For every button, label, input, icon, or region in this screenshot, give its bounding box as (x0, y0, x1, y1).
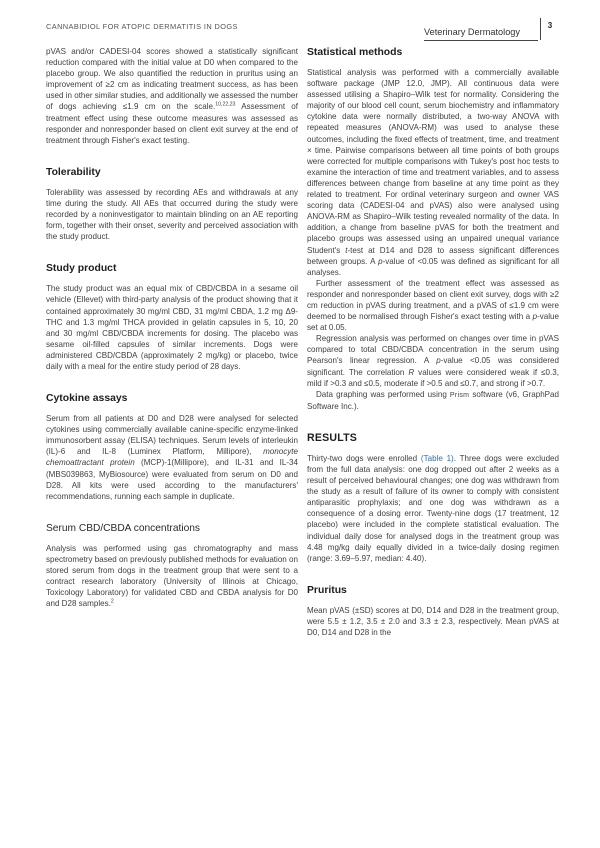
right-column (307, 46, 559, 638)
heading-tolerability: Tolerability (46, 166, 101, 178)
paragraph-outcome-measures: pVAS and/or CADESI-04 scores showed a statistically significant reduction compared with the initial value at D0 when compared to the placebo group. We also quantified the reduction in pruritus using an improvement of ≥2 cm as indicating treatment success, as has been used in other similar studies, and additionally we assessed the number of dogs achieving ≤1.9 cm on the scale.$^{10,22,23}$ Assessment of treatment effect using these outcome measures was assessed as responder and nonresponder based on client exit survey at the end of treatment through Fisher's exact testing. (46, 47, 298, 145)
heading-statistical-methods: Statistical methods (307, 47, 403, 58)
paragraph-statistical-methods: Statistical analysis was performed with a commercially available software package (JMP 12.0, JMP). All continuous data were assessed utilising a Shapiro–Wilk test for normality. Considering the majority of our blood cell count, serum biochemistry and inflammatory cytokine data were normally distributed, a two-way ANOVA with repeated measures (ANOVA-RM) was used to analyse these outcomes, including the fixed effects of treatment, time, and treatment × time. Pairwise comparisons between all time points of both groups were corrected for multiple comparisons with Tukey's post hoc tests to examine the interaction of time and treatment variables, and to assess differences between change from baseline at any time point as they related to treatment. For ordinal veterinary surgeon and owner VAS scoring data (CADESI-04 and pVAS) also were analysed using ANOVA-RM as Shapiro–Wilk testing revealed normality of the data. In addition, a change from baseline pVAS for both the treatment and placebo groups was assessed using an unpaired unequal variance Student's t-test at D14 and D28 to assess significant differences between groups. A p-value of <0.05 was defined as significant for all analyses. (307, 68, 559, 277)
paragraph-further-assessment: Further assessment of the treatment effect was assessed as responder and nonresponder based on client exit survey, dogs with ≥2 cm reduction in pVAS during treatment, and a pVAS of ≤1.9 cm were deemed to be normalised through Fisher's exact testing with a p-value set at 0.05. (307, 278, 559, 333)
citation: 2 (110, 598, 114, 605)
heading-study-product: Study product (46, 263, 117, 275)
paragraph-regression: Regression analysis was performed on changes over time in pVAS compared to total CBD/CBDA concentration in the serum using Pearson's linear regression. A p-value <0.05 was considered significant. The correlation R values were considered weak if ≤0.3, mild if >0.3 and ≤0.5, moderate if >0.5 and ≤0.7, and strong if >0.7. (307, 334, 559, 388)
citation: 10,22,23 (215, 101, 236, 108)
heading-results: RESULTS (307, 431, 358, 444)
page-number: 3 (547, 21, 553, 30)
heading-serum-concentrations: Serum CBD/CBDA concentrations (46, 522, 201, 534)
header-rule (424, 40, 538, 41)
left-column (46, 46, 298, 609)
paragraph-data-graphing: Data graphing was performed using Prism software (v6, GraphPad Software Inc.). (307, 389, 559, 411)
paragraph-serum-concentrations: Analysis was performed using gas chromatography and mass spectrometry based on previously published methods for evaluation on stored serum from dogs in the treatment group that were sent to a contract research laboratory (University of Illinois at Chicago, Toxicology Laboratory) for validated CBD and CBDA analysis for D0 and D28 samples.$^2$ (46, 543, 298, 609)
paragraph-pruritus: Mean pVAS (±SD) scores at D0, D14 and D28 in the treatment group, were 5.5 ± 1.2, 3.5 ± 2.0 and 3.3 ± 2.3, respectively. Mean pVAS at D0, D14 and D28 in the (307, 605, 559, 638)
page-number-divider (540, 18, 541, 40)
paragraph-study-product: The study product was an equal mix of CBD/CBDA in a sesame oil vehicle (Ellevet) with third-party analysis of the product showing that it contained approximately 30 mg/ml CBD, 31 mg/ml CBDA, 1.2 mg Δ9-THC and 1.3 mg/ml THCA provided in gelatin capsules in 5, 10, 20 and 30 mg/ml CBD/CBDA increments for dosing. The placebo was sesame oil-filled capsules of similar increments. Dogs were administered CBD/CBDA (approximately 2 mg/kg) or placebo, twice daily with a meal for the entire study period of 28 days. (46, 284, 298, 371)
paragraph-tolerability: Tolerability was assessed by recording AEs and withdrawals at any time during the study. All AEs that occurred during the study were recorded by a noninvestigator to maintain blinding on an AE reporting form, together with their onset, severity and perceived association with the study product. (46, 187, 298, 242)
table-1-link[interactable]: (Table 1) (420, 453, 454, 463)
heading-pruritus: Pruritus (307, 584, 347, 596)
paragraph-results: Thirty-two dogs were enrolled (Table 1). Three dogs were excluded from the full data analysis: one dog dropped out after 2 weeks as a result of perceived behavioural changes; one dog was withdrawn from the study as a result of failure of its owner to comply with consistent antiparasitic prophylaxis; and one dog was withdrawn as a consequence of a dosing error. Twenty-nine dogs (17 treatment, 12 placebo) were included in the complete statistical evaluation. The individual daily dose for analysed dogs in the treatment group was 4.48 mg/kg daily equally divided in a twice-daily dosing regimen (range: 3.69–5.97, median: 4.40). (307, 453, 559, 563)
journal-name: Veterinary Dermatology (424, 27, 521, 37)
heading-cytokine-assays: Cytokine assays (46, 393, 128, 405)
paragraph-cytokine-assays: Serum from all patients at D0 and D28 were analysed for selected cytokines using commercially available canine-specific enzyme-linked immunosorbent assay (ELISA) techniques. Serum levels of interleukin (IL)-6 and IL-8 (Luminex Platform, Millipore), monocyte chemoattractant protein (MCP)-1(Millipore), and IL-31 and IL-34 (MBS039863, MyBiosource) were evaluated from serum on D0 and D28. All kits were used according to the manufacturers' recommendations, running each sample in duplicate. (46, 414, 298, 501)
running-title: CANNABIDIOL FOR ATOPIC DERMATITIS IN DOGS (46, 22, 238, 31)
